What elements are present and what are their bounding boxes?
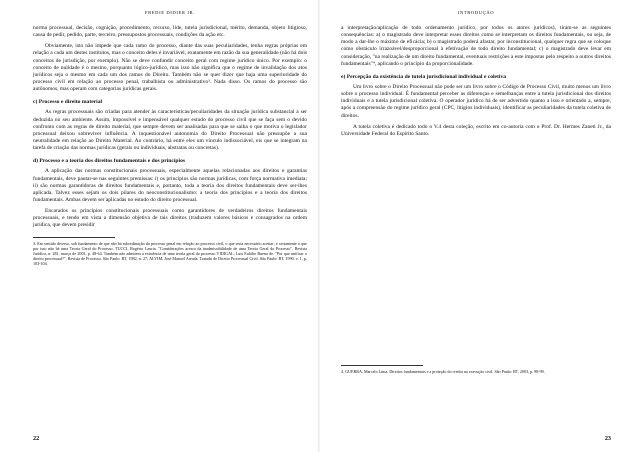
section-heading-c: c) Processo e direito material bbox=[33, 99, 103, 106]
section-heading-d: d) Processo e a teoria dos direitos fundamentais e dos princípios bbox=[33, 158, 186, 165]
page-number-left: 22 bbox=[33, 435, 40, 442]
footnote-3: 3. Em sentido diverso, sob fundamento de que não há subordinação do processo penal em relação ao processo civil, o que seria necessário aceitar; e certamente o que por isso não há uma Teoria Geral do Processo. TUCCI, Rogério Lauria. "Considerações acerca da inadmissibilidade de uma Teoria Geral do Processo". Revista Jurídica, n. 281, março de 2001, p. 48-64. Também não admitem a existência de uma teoria geral do processo VIDIGAL, Luis Eulálio Bueno de. "Por que unificar o direito processual?". Revista de Processo. São Paulo: RT, 1982, n. 27; ALVIM, José Manoel Arruda. Tratado de Direito Processual Civil. São Paulo: RT, 1990, v. 1, p. 103-104. bbox=[33, 240, 307, 267]
footnote-divider bbox=[33, 237, 115, 238]
paragraph-c-1: As regras processuais são criadas para atender às características/peculiaridades da situação jurídica substancial a ser deduzida no seu ambiente. Assim, impossível e impensável qualquer estudo do processo civil que se faça sem o devido confronto com as regras de direito material, que sempre devem ser analisadas para que se saiba o que motiva o legislador processual deixou sobreviver influência. A inquestionável autonomia do Direito Processual não pressupõe a sua neutralidade em relação ao Direito Material. Ao contrário, há entre eles um vínculo indissociável, eis que se integram na tarefa de criação das normas jurídicas (gerais ou individuais, abstratas ou concretas). bbox=[33, 109, 307, 152]
paragraph-intro-1: norma processual, decisão, cognição, procedimento, recurso, lide, tutela jurisdicional, mérito, demanda, objeto litigioso, causa de pedir, pedido, parte, terceiro, pressupostos processuais, condições da ação etc. bbox=[33, 25, 307, 39]
paragraph-intro-right: a interpretação/aplicação de todo ordenamento jurídico, por todos os atores jurídicos), tiram-se as seguintes consequências: a) o magistrado deve interpretar esses direitos como se interpretam os direitos fundamentais, ou seja, de modo a dar-lhe o máximo de eficácia; b) o magistrado poderá afastar, por inconstitucional, qualquer regra que se coloque como obstáculo irrazoável/desproporcional à efetivação de todo direito fundamental; c) o magistrado deve levar em consideração, "na realização de um direito fundamental, eventuais restrições a este impostas pelo respeito a outros direitos fundamentais"⁴, aplicando o princípio da proporcionalidade. bbox=[341, 25, 611, 67]
page-number-right: 23 bbox=[604, 435, 611, 442]
footnote-4: 4. GUERRA, Marcelo Lima. Direitos fundamentais e a proteção do credor na execução civil. São Paulo: RT, 2003, p. 98-99. bbox=[341, 369, 545, 374]
paragraph-d-1: A aplicação das normas constitucionais processuais, especialmente aquelas relacionadas aos direitos e garantias fundamentais, deve pautar-se nas seguintes premissas: i) os princípios são normas jurídicas, com força normativa imediata; ii) são normas garantidoras de direitos fundamentais e, portanto, toda a teoria dos direitos fundamentais deve ser-lhes aplicada. Talvez esses sejam os dois pilares do neoconstitucionalismo: a teoria dos princípios e a teoria dos direitos fundamentais. Ambas devem ser aplicadas no estudo do direito processual. bbox=[33, 168, 307, 203]
right-page bbox=[319, 0, 638, 452]
paragraph-intro-2: Obviamente, isto não impede que cada ramo do processo, diante das suas peculiaridades, tenha regras próprias em relação a cada um destes institutos, mas o conceito deles é invariável, exatamente em razão da sua generalidade (não há dois conceitos de jurisdição, por exemplo). Não se deve confundir conceito geral com regime jurídico único. Por exemplo: o conceito de nulidade é o mesmo, porquanto lógico-jurídico, mas isso não significa que o regime de invalidação dos atos jurídicos seja o mesmo em cada um dos ramos do Direito. Também não se quer dizer que haja uma superioridade do processo civil em relação ao processo penal, trabalhista ou administrativo³. Nada disso. Os ramos do processo são autônomos, mas operam com categorias jurídicas gerais. bbox=[33, 43, 307, 93]
paragraph-e-1: Um livro sobre o Direito Processual não pode ser um livro sobre o Código de Processo Civil, muito menos um livro sobre o processo individual. É fundamental perceber as diferenças e semelhanças entre a tutela jurisdicional dos direitos individuais e a tutela jurisdicional coletiva. O operador jurídico há de ser advertido quanto a isso e orientado a, sempre, após a compreensão do regime jurídico geral (CPC, litígios individuais), identificar as peculiaridades da tutela coletiva de direitos. bbox=[341, 83, 611, 119]
section-heading-e: e) Percepção da existência de tutela jurisdicional individual e coletiva bbox=[341, 73, 507, 80]
running-head-chapter: INTRODUÇÃO bbox=[457, 10, 495, 15]
footnote-divider-right bbox=[341, 365, 423, 366]
paragraph-e-2: A tutela coletiva é dedicado todo o V.4 desta coleção, escrito em co-autoria com o Prof. Dr. Hermes Zaneti Jr., da Universidade Federal do Espírito Santo. bbox=[341, 123, 611, 137]
running-head-author: FREDIE DIDIER JR. bbox=[144, 10, 196, 15]
paragraph-d-2: Encarados os princípios constitucionais processuais como garantidores de verdadeiros direitos fundamentais processuais, e tendo em vista a dimensão objetiva de tais direitos (traduzem valores básicos e consagrados na ordem jurídica, que devem presidir bbox=[33, 208, 307, 229]
footnote-block-right bbox=[341, 358, 611, 374]
